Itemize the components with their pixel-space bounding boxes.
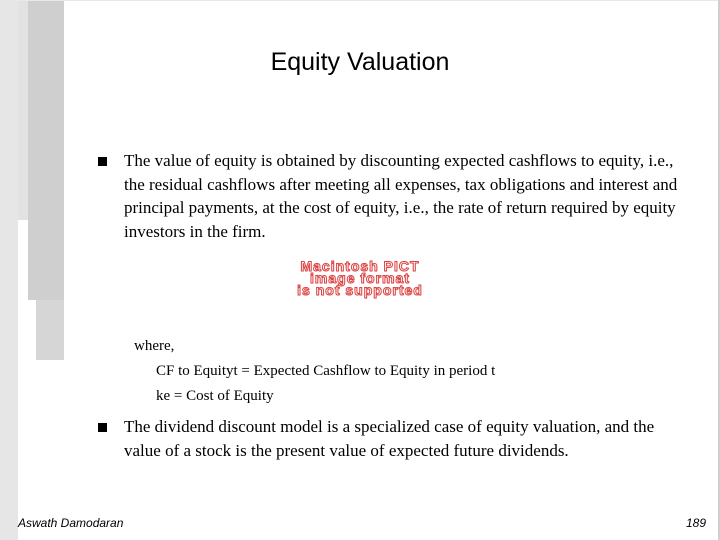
bullet-marker — [98, 423, 107, 432]
background-stripe — [28, 0, 64, 300]
where-label: where, — [134, 338, 175, 354]
background-stripe — [0, 0, 18, 540]
slide-title: Equity Valuation — [270, 48, 450, 76]
bullet-marker — [98, 157, 107, 166]
background-stripe — [36, 300, 64, 360]
definition-ke: ke = Cost of Equity — [156, 388, 274, 404]
unsupported-image-placeholder: Macintosh PICT image format is not supported — [297, 258, 423, 298]
definition-cf: CF to Equityt = Expected Cashflow to Equity in period t — [156, 363, 496, 379]
page-number: 189 — [685, 516, 706, 530]
bullet-text-2: The dividend discount model is a specialized case of equity valuation, and the value of a stock is the present value of expected future dividends. — [124, 417, 655, 460]
footer-author: Aswath Damodaran — [18, 516, 124, 530]
top-border — [0, 0, 720, 1]
bullet-text-1: The value of equity is obtained by discounting expected cashflows to equity, i.e., the residual cashflows after meeting all expenses, tax obligations and interest and principal payments, at the cost of equity, i.e., the rate of return required by equity investors in the firm. — [124, 151, 678, 241]
